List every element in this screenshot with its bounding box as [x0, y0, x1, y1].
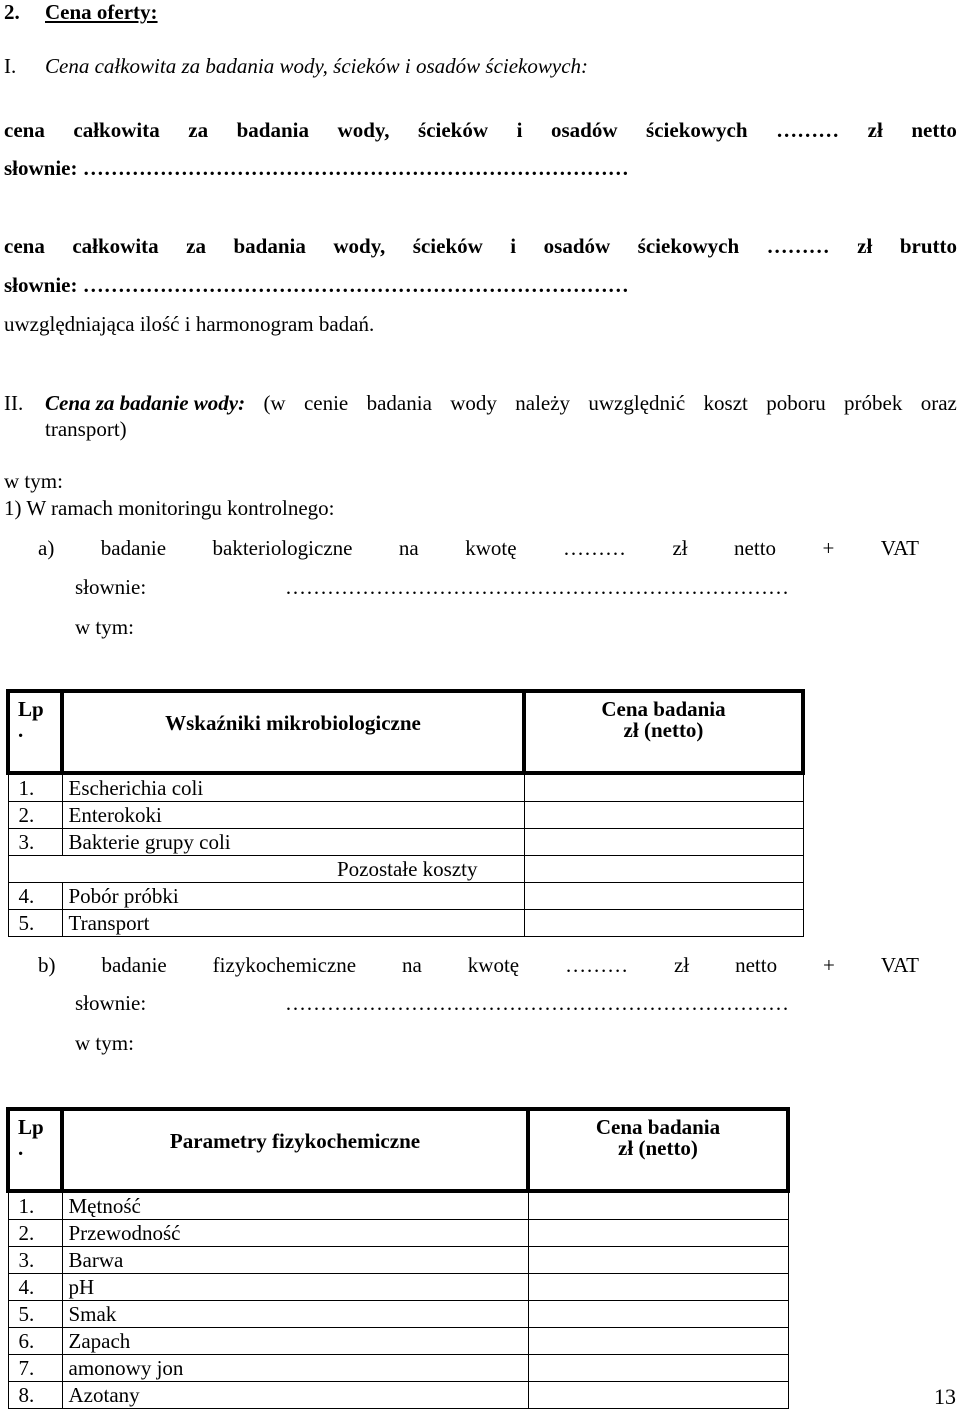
sub-b-w-tym: w tym:	[75, 1031, 134, 1055]
sub-a-dots: ………………………………………………………………	[285, 575, 789, 599]
section-number: 2.	[4, 0, 20, 24]
header-price: Cena badania zł (netto)	[528, 1109, 788, 1191]
netto-price-line: cena całkowita za badania wody, ścieków i osadów ściekowych ……… zł netto	[4, 118, 957, 142]
sub-a-slownie: słownie:	[75, 575, 147, 599]
table-row: 3. Barwa	[8, 1247, 788, 1274]
table-row: 4. Pobór próbki	[8, 883, 803, 910]
price-input-cell[interactable]	[528, 1301, 788, 1328]
price-input-cell[interactable]	[528, 1382, 788, 1409]
part1-title: Cena całkowita za badania wody, ścieków i osadów ściekowych:	[45, 54, 589, 78]
netto-words-line: słownie: ……………………………………………………………………	[4, 156, 629, 180]
harmonogram-note: uwzględniająca ilość i harmonogram badań.	[4, 312, 375, 336]
w-tym-label: w tym:	[4, 469, 63, 493]
monitoring-item: 1) W ramach monitoringu kontrolnego:	[4, 496, 335, 520]
price-input-cell[interactable]	[524, 802, 803, 829]
sub-a-w-tym: w tym:	[75, 615, 134, 639]
header-price: Cena badania zł (netto)	[524, 691, 803, 773]
table-row: 3. Bakterie grupy coli	[8, 829, 803, 856]
table-microbiological	[6, 689, 805, 937]
table-row: 2. Enterokoki	[8, 802, 803, 829]
part2-heading-line: Cena za badanie wody: (w cenie badania wody należy uwzględnić koszt poboru próbek oraz	[45, 391, 957, 415]
part2-title: Cena za badanie wody:	[45, 391, 246, 415]
table-row: 7. amonowy jon	[8, 1355, 788, 1382]
table-row: 1. Mętność	[8, 1191, 788, 1220]
sub-b-slownie: słownie:	[75, 991, 147, 1015]
price-input-cell[interactable]	[524, 829, 803, 856]
header-lp: Lp .	[8, 1109, 62, 1191]
brutto-price-line: cena całkowita za badania wody, ścieków i osadów ściekowych ……… zł brutto	[4, 234, 957, 258]
price-input-cell[interactable]	[528, 1247, 788, 1274]
brutto-words-line: słownie: ……………………………………………………………………	[4, 273, 629, 297]
table-row: 5. Transport	[8, 910, 803, 937]
price-input-cell[interactable]	[524, 773, 803, 802]
header-lp: Lp .	[8, 691, 62, 773]
table-row: 4. pH	[8, 1274, 788, 1301]
table-row: 1. Escherichia coli	[8, 773, 803, 802]
part2-desc-continued: transport)	[45, 417, 127, 441]
table-row: 6. Zapach	[8, 1328, 788, 1355]
price-input-cell[interactable]	[528, 1220, 788, 1247]
other-costs-label: Pozostałe koszty	[8, 856, 524, 883]
price-input-cell[interactable]	[528, 1355, 788, 1382]
part2-number: II.	[4, 391, 24, 415]
price-input-cell[interactable]	[528, 1274, 788, 1301]
section-title: Cena oferty:	[45, 0, 158, 24]
page-number: 13	[934, 1384, 956, 1409]
sub-b-line: b) badanie fizykochemiczne na kwotę ……… zł netto + VAT	[38, 953, 919, 977]
table-row: 5. Smak	[8, 1301, 788, 1328]
sub-b-dots: ………………………………………………………………	[285, 991, 789, 1015]
table-row: 2. Przewodność	[8, 1220, 788, 1247]
table-row: 8. Azotany	[8, 1382, 788, 1409]
header-parameters: Parametry fizykochemiczne	[62, 1109, 528, 1191]
sub-a-line: a) badanie bakteriologiczne na kwotę ……… zł netto + VAT	[38, 536, 919, 560]
table-physicochemical	[6, 1107, 790, 1409]
price-input-cell[interactable]	[524, 883, 803, 910]
subheader-row	[8, 856, 803, 883]
header-indicators: Wskaźniki mikrobiologiczne	[62, 691, 524, 773]
price-input-cell[interactable]	[528, 1328, 788, 1355]
price-input-cell[interactable]	[524, 910, 803, 937]
part1-number: I.	[4, 54, 17, 78]
price-input-cell[interactable]	[528, 1191, 788, 1220]
